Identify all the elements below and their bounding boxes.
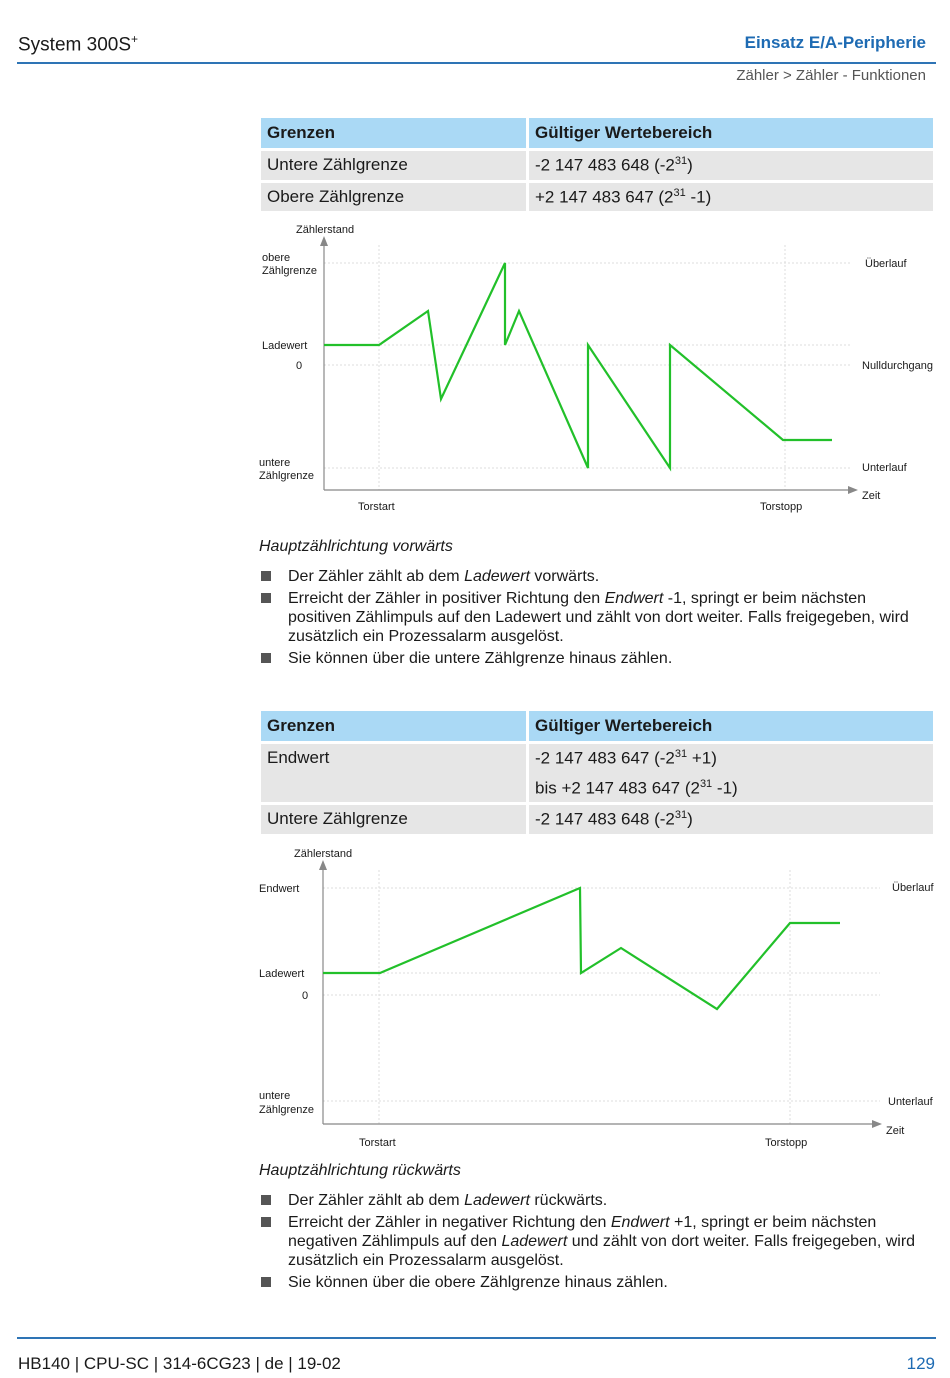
row-value: -2 147 483 648 $(-2^{31})$ <box>529 805 933 834</box>
gate-start-label: Torstart <box>359 1137 396 1149</box>
bullet-square-icon <box>261 1195 271 1205</box>
overflow-label: Überlauf <box>892 882 934 894</box>
counter-curve <box>323 888 840 1009</box>
overflow-label: Überlauf <box>865 258 907 270</box>
load-value-label: Ladewert <box>259 968 305 980</box>
column-header: Gültiger Wertebereich <box>529 711 933 741</box>
footer-document-id: HB140 | CPU-SC | 314-6CG23 | de | 19-02 <box>18 1354 341 1373</box>
list-item: Der Zähler zählt ab dem Ladewert vorwärts. <box>259 567 929 586</box>
bullet-square-icon <box>261 1217 271 1227</box>
end-value-label: Endwert <box>259 883 300 895</box>
list-item: Sie können über die untere Zählgrenze hinaus zählen. <box>259 649 929 668</box>
upper-limit-label: obere <box>262 252 291 264</box>
y-axis-arrow-icon <box>319 860 327 870</box>
lower-limit-label: untere <box>259 457 291 469</box>
column-header: Grenzen <box>261 118 526 148</box>
upper-limit-label: Zählgrenze <box>262 265 318 277</box>
underflow-label: Unterlauf <box>888 1096 933 1108</box>
load-value-label: Ladewert <box>262 340 308 352</box>
bullet-list-backward <box>259 1191 929 1295</box>
list-item: Der Zähler zählt ab dem Ladewert rückwärts. <box>259 1191 929 1210</box>
gate-stop-label: Torstopp <box>765 1137 808 1149</box>
column-header: Grenzen <box>261 711 526 741</box>
row-label: Obere Zählgrenze <box>261 183 526 212</box>
gate-start-label: Torstart <box>358 501 395 513</box>
zero-label: 0 <box>302 990 309 1002</box>
y-axis-label: Zählerstand <box>294 848 353 860</box>
list-item: Erreicht der Zähler in negativer Richtung den Endwert +1, springt er beim nächsten negativen Zählimpuls auf den Ladewert und zählt von dort weiter. Falls freigegeben, wird zusätzlich ein Prozessalarm ausgelöst. <box>259 1213 929 1270</box>
bullet-square-icon <box>261 1277 271 1287</box>
list-item: Sie können über die obere Zählgrenze hinaus zählen. <box>259 1273 929 1292</box>
row-label: Untere Zählgrenze <box>261 151 526 180</box>
row-label: Endwert <box>261 744 526 802</box>
row-label: Untere Zählgrenze <box>261 805 526 834</box>
grid-lines <box>323 870 880 1124</box>
section-caption-forward: Hauptzählrichtung vorwärts <box>259 538 453 555</box>
list-item: Erreicht der Zähler in positiver Richtung den Endwert -1, springt er beim nächsten positiven Zählimpuls auf den Ladewert und zählt von dort weiter. Falls freigegeben, wird zusätzlich ein Prozessalarm ausgelöst. <box>259 589 929 646</box>
lower-limit-label: untere <box>259 1090 291 1102</box>
lower-limit-label: Zählgrenze <box>259 1104 315 1116</box>
row-value: -2 147 483 647 $(-2^{31} +1)$ bis +2 147 483 647 ($2^{31}$ -1) <box>529 744 933 802</box>
column-header: Gültiger Wertebereich <box>529 118 933 148</box>
gate-stop-label: Torstopp <box>760 501 803 513</box>
header-title: System 300S+ <box>18 32 139 56</box>
row-value: +2 147 483 647 ($2^{31}$ -1) <box>529 183 933 212</box>
time-axis-label: Zeit <box>862 490 881 502</box>
x-axis-arrow-icon <box>872 1120 882 1128</box>
y-axis-label: Zählerstand <box>296 224 355 236</box>
time-axis-label: Zeit <box>886 1125 905 1137</box>
zero-label: 0 <box>296 360 303 372</box>
section-caption-backward: Hauptzählrichtung rückwärts <box>259 1162 461 1179</box>
row-value: -2 147 483 648 $(-2^{31})$ <box>529 151 933 180</box>
breadcrumb: Zähler > Zähler - Funktionen <box>736 67 926 84</box>
footer-divider <box>17 1337 936 1339</box>
page-number: 129 <box>906 1354 935 1373</box>
underflow-label: Unterlauf <box>862 462 907 474</box>
lower-limit-label: Zählgrenze <box>259 470 315 482</box>
zero-crossing-label: Nulldurchgang <box>862 360 933 372</box>
header-section: Einsatz E/A-Peripherie <box>744 33 926 52</box>
